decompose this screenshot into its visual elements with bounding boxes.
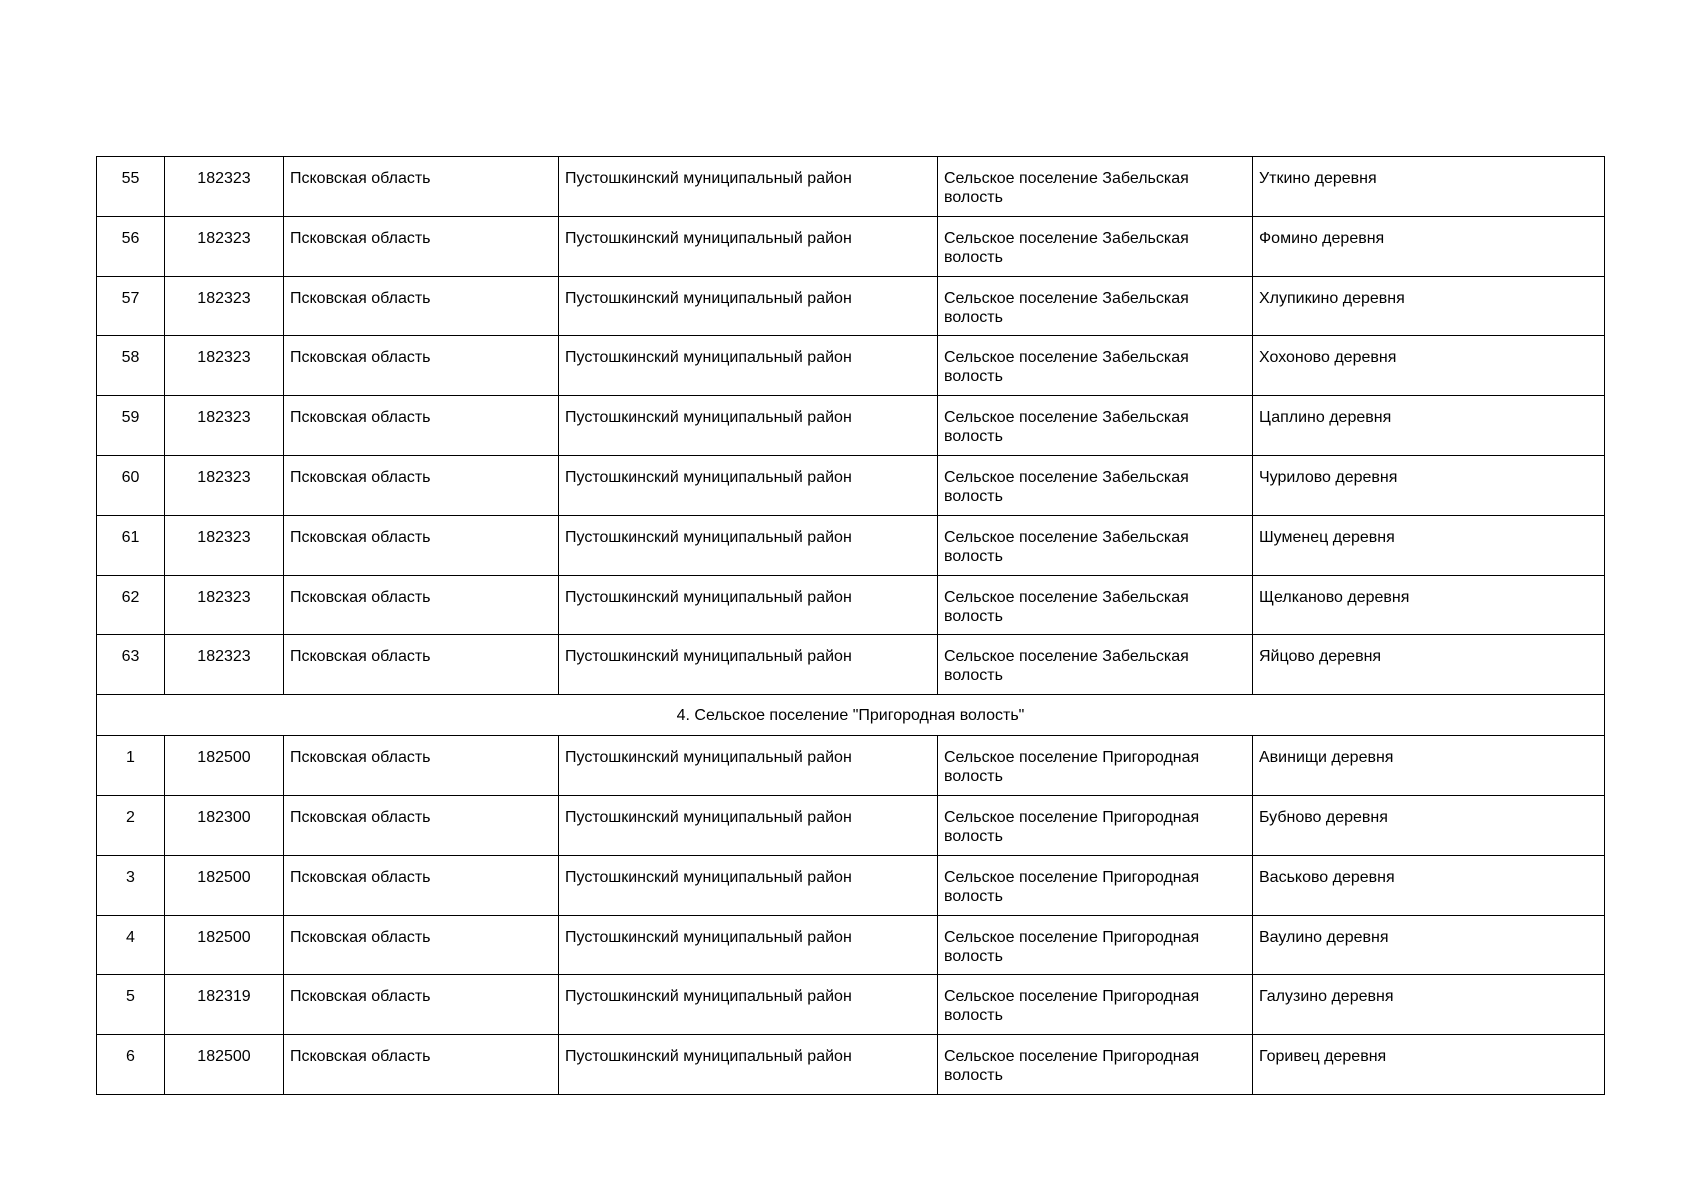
table-row — [97, 736, 1605, 796]
locality-cell: Хохоново деревня — [1253, 336, 1605, 396]
district-cell: Пустошкинский муниципальный район — [559, 216, 938, 276]
row-index-cell: 5 — [97, 975, 165, 1035]
settlement-cell: Сельское поселение Пригородная волость — [938, 915, 1253, 975]
locality-cell: Галузино деревня — [1253, 975, 1605, 1035]
table-row — [97, 336, 1605, 396]
district-cell: Пустошкинский муниципальный район — [559, 795, 938, 855]
settlement-cell: Сельское поселение Забельская волость — [938, 216, 1253, 276]
locality-cell: Горивец деревня — [1253, 1035, 1605, 1095]
region-cell: Псковская область — [284, 515, 559, 575]
district-cell: Пустошкинский муниципальный район — [559, 855, 938, 915]
table-row — [97, 455, 1605, 515]
postal-code-cell: 182323 — [165, 515, 284, 575]
region-cell: Псковская область — [284, 157, 559, 217]
postal-code-cell: 182500 — [165, 1035, 284, 1095]
table-row — [97, 635, 1605, 695]
section-title: 4. Сельское поселение "Пригородная волость" — [97, 695, 1605, 736]
postal-code-cell: 182500 — [165, 855, 284, 915]
district-cell: Пустошкинский муниципальный район — [559, 396, 938, 456]
settlement-cell: Сельское поселение Забельская волость — [938, 336, 1253, 396]
table-row — [97, 515, 1605, 575]
region-cell: Псковская область — [284, 336, 559, 396]
locality-cell: Шуменец деревня — [1253, 515, 1605, 575]
postal-code-cell: 182323 — [165, 396, 284, 456]
settlement-cell: Сельское поселение Пригородная волость — [938, 736, 1253, 796]
region-cell: Псковская область — [284, 975, 559, 1035]
region-cell: Псковская область — [284, 276, 559, 336]
postal-code-cell: 182323 — [165, 276, 284, 336]
row-index-cell: 59 — [97, 396, 165, 456]
postal-code-cell: 182323 — [165, 575, 284, 635]
locality-cell: Фомино деревня — [1253, 216, 1605, 276]
settlement-cell: Сельское поселение Забельская волость — [938, 635, 1253, 695]
postal-code-cell: 182300 — [165, 795, 284, 855]
region-cell: Псковская область — [284, 915, 559, 975]
region-cell: Псковская область — [284, 396, 559, 456]
settlement-cell: Сельское поселение Пригородная волость — [938, 855, 1253, 915]
region-cell: Псковская область — [284, 1035, 559, 1095]
postal-code-cell: 182323 — [165, 157, 284, 217]
table-row — [97, 1035, 1605, 1095]
district-cell: Пустошкинский муниципальный район — [559, 336, 938, 396]
settlements-table — [96, 156, 1605, 1095]
locality-cell: Авинищи деревня — [1253, 736, 1605, 796]
table-row — [97, 915, 1605, 975]
row-index-cell: 2 — [97, 795, 165, 855]
settlement-cell: Сельское поселение Пригородная волость — [938, 1035, 1253, 1095]
settlement-cell: Сельское поселение Пригородная волость — [938, 975, 1253, 1035]
table-row — [97, 795, 1605, 855]
district-cell: Пустошкинский муниципальный район — [559, 975, 938, 1035]
table-row — [97, 157, 1605, 217]
region-cell: Псковская область — [284, 855, 559, 915]
row-index-cell: 56 — [97, 216, 165, 276]
district-cell: Пустошкинский муниципальный район — [559, 635, 938, 695]
row-index-cell: 58 — [97, 336, 165, 396]
settlement-cell: Сельское поселение Забельская волость — [938, 575, 1253, 635]
settlement-cell: Сельское поселение Забельская волость — [938, 157, 1253, 217]
district-cell: Пустошкинский муниципальный район — [559, 1035, 938, 1095]
locality-cell: Хлупикино деревня — [1253, 276, 1605, 336]
postal-code-cell: 182323 — [165, 635, 284, 695]
section-header-row — [97, 695, 1605, 736]
locality-cell: Цаплино деревня — [1253, 396, 1605, 456]
table-body — [97, 157, 1605, 1095]
table-row — [97, 276, 1605, 336]
settlement-cell: Сельское поселение Забельская волость — [938, 396, 1253, 456]
locality-cell: Ваулино деревня — [1253, 915, 1605, 975]
district-cell: Пустошкинский муниципальный район — [559, 455, 938, 515]
district-cell: Пустошкинский муниципальный район — [559, 915, 938, 975]
region-cell: Псковская область — [284, 575, 559, 635]
locality-cell: Чурилово деревня — [1253, 455, 1605, 515]
district-cell: Пустошкинский муниципальный район — [559, 736, 938, 796]
table-row — [97, 855, 1605, 915]
row-index-cell: 62 — [97, 575, 165, 635]
postal-code-cell: 182319 — [165, 975, 284, 1035]
district-cell: Пустошкинский муниципальный район — [559, 157, 938, 217]
postal-code-cell: 182323 — [165, 336, 284, 396]
table-row — [97, 216, 1605, 276]
locality-cell: Уткино деревня — [1253, 157, 1605, 217]
district-cell: Пустошкинский муниципальный район — [559, 575, 938, 635]
postal-code-cell: 182323 — [165, 455, 284, 515]
row-index-cell: 55 — [97, 157, 165, 217]
region-cell: Псковская область — [284, 635, 559, 695]
row-index-cell: 4 — [97, 915, 165, 975]
region-cell: Псковская область — [284, 455, 559, 515]
table-row — [97, 575, 1605, 635]
region-cell: Псковская область — [284, 736, 559, 796]
row-index-cell: 57 — [97, 276, 165, 336]
district-cell: Пустошкинский муниципальный район — [559, 276, 938, 336]
district-cell: Пустошкинский муниципальный район — [559, 515, 938, 575]
settlement-cell: Сельское поселение Забельская волость — [938, 455, 1253, 515]
postal-code-cell: 182500 — [165, 915, 284, 975]
region-cell: Псковская область — [284, 795, 559, 855]
settlement-cell: Сельское поселение Забельская волость — [938, 276, 1253, 336]
postal-code-cell: 182323 — [165, 216, 284, 276]
row-index-cell: 61 — [97, 515, 165, 575]
postal-code-cell: 182500 — [165, 736, 284, 796]
table-row — [97, 396, 1605, 456]
settlement-cell: Сельское поселение Забельская волость — [938, 515, 1253, 575]
row-index-cell: 1 — [97, 736, 165, 796]
locality-cell: Бубново деревня — [1253, 795, 1605, 855]
table-row — [97, 975, 1605, 1035]
region-cell: Псковская область — [284, 216, 559, 276]
row-index-cell: 63 — [97, 635, 165, 695]
locality-cell: Щелканово деревня — [1253, 575, 1605, 635]
locality-cell: Яйцово деревня — [1253, 635, 1605, 695]
locality-cell: Васьково деревня — [1253, 855, 1605, 915]
row-index-cell: 6 — [97, 1035, 165, 1095]
row-index-cell: 3 — [97, 855, 165, 915]
row-index-cell: 60 — [97, 455, 165, 515]
settlement-cell: Сельское поселение Пригородная волость — [938, 795, 1253, 855]
